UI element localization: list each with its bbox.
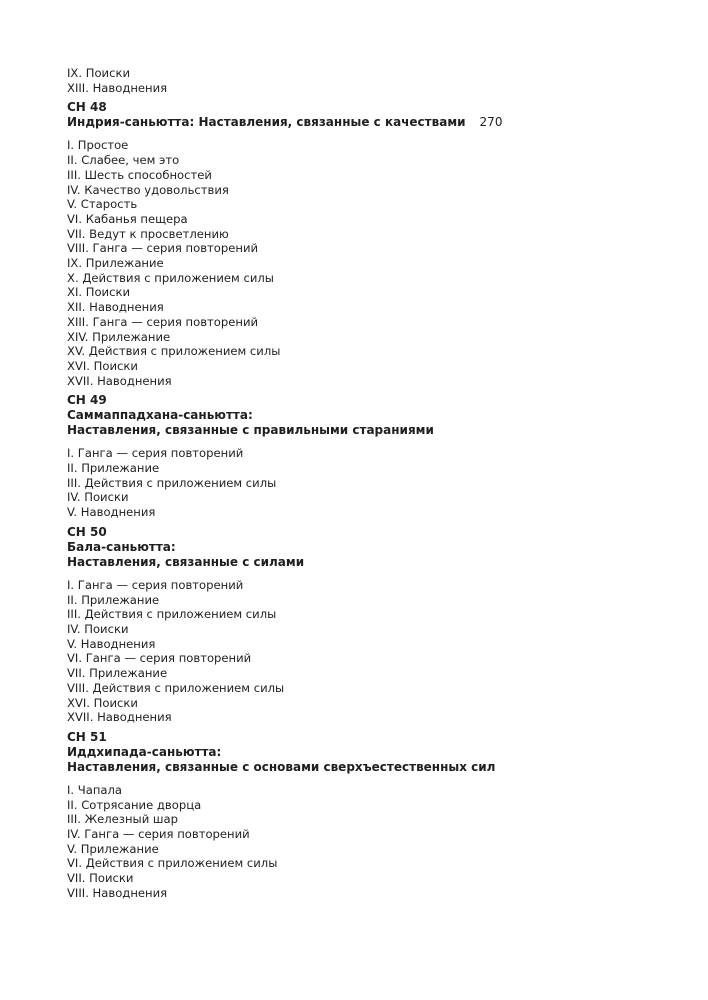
list-item: IV. Ганга — серия повторений xyxy=(67,827,250,842)
list-item: IV. Качество удовольствия xyxy=(67,182,229,197)
list-item: XI. Поиски xyxy=(67,285,130,300)
list-item: XVII. Наводнения xyxy=(67,373,172,388)
table-of-contents xyxy=(67,66,667,901)
list-item: VI. Ганга — серия повторений xyxy=(67,651,252,666)
list-item: V. Наводнения xyxy=(67,505,156,520)
chapter-number: CH 49 xyxy=(67,393,107,408)
chapter-number: CH 48 xyxy=(67,100,107,115)
chapter-title-text: Наставления, связанные с основами сверхъестественных сил xyxy=(67,759,496,774)
chapter-title-text: Бала-саньютта: xyxy=(67,539,176,554)
chapter-section xyxy=(67,100,667,388)
list-item: II. Прилежание xyxy=(67,461,160,476)
chapter-items-list xyxy=(67,446,667,520)
list-item: VIII. Ганга — серия повторений xyxy=(67,241,259,256)
chapter-title xyxy=(67,760,667,775)
list-item: IV. Поиски xyxy=(67,490,129,505)
chapter-title xyxy=(67,115,667,130)
list-item: VIII. Наводнения xyxy=(67,885,168,900)
list-item: XIV. Прилежание xyxy=(67,329,171,344)
list-item: XVI. Поиски xyxy=(67,695,138,710)
list-item: I. Ганга — серия повторений xyxy=(67,446,244,461)
list-item: III. Действия с приложением силы xyxy=(67,607,277,622)
chapter-title xyxy=(67,745,667,760)
chapter-title-text: Иддхипада-саньютта: xyxy=(67,744,222,759)
list-item: I. Чапала xyxy=(67,782,123,797)
list-item: VIII. Действия с приложением силы xyxy=(67,680,285,695)
list-item: V. Прилежание xyxy=(67,841,159,856)
chapter-title-text: Саммаппадхана-саньютта: xyxy=(67,408,253,423)
list-item: XIII. Наводнения xyxy=(67,80,168,95)
chapter-title xyxy=(67,408,667,423)
list-item: XVI. Поиски xyxy=(67,358,138,373)
list-item: V. Старость xyxy=(67,197,138,212)
list-item: VII. Ведут к просветлению xyxy=(67,226,229,241)
chapter-items-list xyxy=(67,783,667,901)
list-item: I. Ганга — серия повторений xyxy=(67,577,244,592)
list-item: IX. Поиски xyxy=(67,66,130,80)
chapter-title xyxy=(67,555,667,570)
list-item: II. Слабее, чем это xyxy=(67,153,180,168)
list-item: II. Прилежание xyxy=(67,592,160,607)
page-number: 270 xyxy=(479,115,503,130)
toc-top-list xyxy=(67,66,667,95)
list-item: I. Простое xyxy=(67,138,129,153)
chapter-title-text: Наставления, связанные с правильными стараниями xyxy=(67,423,434,438)
list-item: XIII. Ганга — серия повторений xyxy=(67,314,259,329)
list-item: II. Сотрясание дворца xyxy=(67,797,202,812)
chapter-number: CH 51 xyxy=(67,729,107,744)
chapter-title-text: Индрия-саньютта: Наставления, связанные с качествами xyxy=(67,115,466,130)
list-item: XVII. Наводнения xyxy=(67,710,172,725)
list-item: X. Действия с приложением силы xyxy=(67,270,274,285)
chapter-title-text: Наставления, связанные с силами xyxy=(67,554,305,569)
list-item: VI. Кабанья пещера xyxy=(67,211,188,226)
list-item: III. Шесть способностей xyxy=(67,167,212,182)
chapter-section xyxy=(67,730,667,901)
chapter-title xyxy=(67,540,667,555)
chapter-section xyxy=(67,393,667,520)
chapters-container xyxy=(67,100,667,900)
list-item: IV. Поиски xyxy=(67,621,129,636)
list-item: IX. Прилежание xyxy=(67,256,164,271)
list-item: V. Наводнения xyxy=(67,636,156,651)
chapter-number: CH 50 xyxy=(67,524,107,539)
list-item: VII. Поиски xyxy=(67,871,134,886)
list-item: VI. Действия с приложением силы xyxy=(67,856,278,871)
list-item: III. Действия с приложением силы xyxy=(67,475,277,490)
chapter-title xyxy=(67,423,667,438)
list-item: III. Железный шар xyxy=(67,812,178,827)
chapter-items-list xyxy=(67,138,667,388)
list-item: XII. Наводнения xyxy=(67,300,164,315)
chapter-section xyxy=(67,525,667,725)
list-item: XV. Действия с приложением силы xyxy=(67,344,281,359)
chapter-items-list xyxy=(67,578,667,725)
list-item: VII. Прилежание xyxy=(67,666,168,681)
